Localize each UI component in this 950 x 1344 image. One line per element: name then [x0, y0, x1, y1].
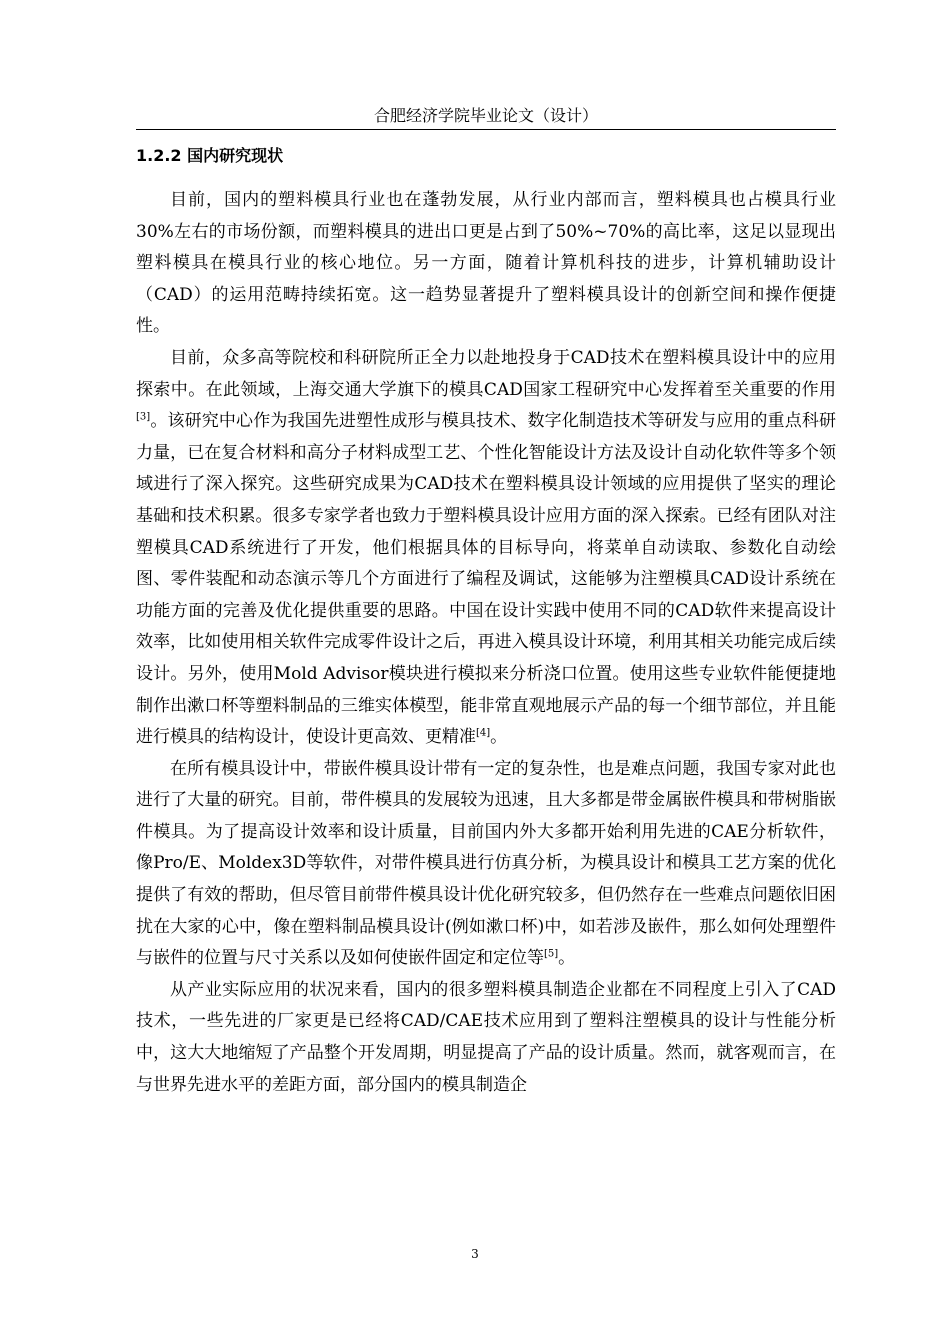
header-rule	[136, 129, 836, 130]
page-header-title: 合肥经济学院毕业论文（设计）	[373, 106, 598, 125]
paragraph-3-text-b: 。	[558, 948, 576, 969]
body-text	[136, 185, 836, 1101]
paragraph-2-text-a: 目前，众多高等院校和科研院所正全力以赴地投身于CAD技术在塑料模具设计中的应用探索中。在此领域，上海交通大学旗下的模具CAD国家工程研究中心发挥着至关重要的作用	[136, 347, 836, 400]
paragraph-3-text-a: 在所有模具设计中，带嵌件模具设计带有一定的复杂性，也是难点问题，我国专家对此也进行了大量的研究。目前，带件模具的发展较为迅速，且大多都是带金属嵌件模具和带树脂嵌件模具。为了提高设计效率和设计质量，目前国内外大多都开始利用先进的CAE分析软件，像Pro/E、Moldex3D等软件，对带件模具进行仿真分析，为模具设计和模具工艺方案的优化提供了有效的帮助，但尽管目前带件模具设计优化研究较多，但仍然存在一些难点问题依旧困扰在大家的心中，像在塑料制品模具设计(例如漱口杯)中，如若涉及嵌件，那么如何处理塑件与嵌件的位置与尺寸关系以及如何使嵌件固定和定位等	[136, 758, 836, 969]
paragraph-3	[136, 754, 836, 975]
paragraph-4: 从产业实际应用的状况来看，国内的很多塑料模具制造企业都在不同程度上引入了CAD技术，一些先进的厂家更是已经将CAD/CAE技术应用到了塑料注塑模具的设计与性能分析中，这大大地缩短了产品整个开发周期，明显提高了产品的设计质量。然而，就客观而言，在与世界先进水平的差距方面，部分国内的模具制造企	[136, 979, 836, 1095]
citation-5: [5]	[544, 948, 559, 960]
paragraph-2-text-b: 。该研究中心作为我国先进塑性成形与模具技术、数字化制造技术等研发与应用的重点科研力量，已在复合材料和高分子材料成型工艺、个性化智能设计方法及设计自动化软件等多个领域进行了深入探究。这些研究成果为CAD技术在塑料模具设计领域的应用提供了坚实的理论基础和技术积累。很多专家学者也致力于塑料模具设计应用方面的深入探索。已经有团队对注塑模具CAD系统进行了开发，他们根据具体的目标导向，将菜单自动读取、参数化自动绘图、零件装配和动态演示等几个方面进行了编程及调试，这能够为注塑模具CAD设计系统在功能方面的完善及优化提供重要的思路。中国在设计实践中使用不同的CAD软件来提高设计效率，比如使用相关软件完成零件设计之后，再进入模具设计环境，利用其相关功能完成后续设计。另外，使用Mold Advisor模块进行模拟来分析浇口位置。使用这些专业软件能便捷地制作出漱口杯等塑料制品的三维实体模型，能非常直观地展示产品的每一个细节部位，并且能进行模具的结构设计，使设计更高效、更精准	[136, 411, 836, 748]
citation-3: [3]	[136, 411, 151, 423]
citation-4: [4]	[476, 727, 491, 739]
paragraph-2-text-c: 。	[490, 727, 508, 748]
page-number: 3	[471, 1247, 479, 1261]
paragraph-1: 目前，国内的塑料模具行业也在蓬勃发展，从行业内部而言，塑料模具也占模具行业30%左右的市场份额，而塑料模具的进出口更是占到了50%~70%的高比率，这足以显现出塑料模具在模具行业的核心地位。另一方面，随着计算机科技的进步，计算机辅助设计（CAD）的运用范畴持续拓宽。这一趋势显著提升了塑料模具设计的创新空间和操作便捷性。	[136, 190, 836, 337]
paragraph-2	[136, 343, 836, 754]
section-heading: 1.2.2 国内研究现状	[136, 146, 284, 165]
